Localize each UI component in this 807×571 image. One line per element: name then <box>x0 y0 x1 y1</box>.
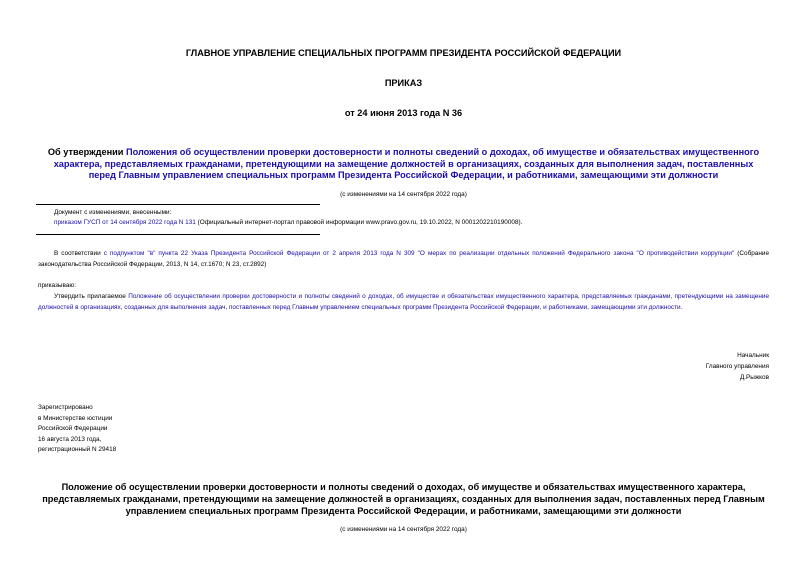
registration-line: 16 августа 2013 года, <box>38 435 102 443</box>
doc-date-number: от 24 июня 2013 года N 36 <box>344 108 463 118</box>
signature-block <box>706 350 769 383</box>
signature-position: Начальник <box>737 352 769 359</box>
doc-title-prefix: Об утверждении <box>47 147 126 157</box>
changes-source: (Официальный интернет-портал правовой информации www.pravo.gov.ru, 19.10.2022, N 0001202210190008). <box>195 219 523 226</box>
divider-bottom <box>36 234 320 235</box>
registration-line: Зарегистрировано <box>38 404 93 411</box>
divider-top <box>36 204 320 205</box>
approve-paragraph <box>38 291 769 313</box>
basis-prefix: В соответствии <box>54 250 104 257</box>
organization-heading: ГЛАВНОЕ УПРАВЛЕНИЕ СПЕЦИАЛЬНЫХ ПРОГРАММ ПРЕЗИДЕНТА РОССИЙСКОЙ ФЕДЕРАЦИИ <box>185 48 622 58</box>
doc-title <box>40 147 767 182</box>
basis-suffix: (Собрание законодательства Российской Федерации, 2013, N 14, ст.1670; N 23, ст.2892) <box>38 250 770 268</box>
registration-block <box>38 403 116 456</box>
changes-order-link[interactable]: приказом ГУСП от 14 сентября 2022 года N 131 <box>54 219 196 226</box>
doc-title-link[interactable]: Положения об осуществлении проверки достоверности и полноты сведений о доходах, об имуществе и обязательствах имущественного характера, представляемых гражданами, претендующими на замещение должностей в организациях, созданных для выполнения задач, поставленных перед Главным управлением специальных программ Президента Российской Федерации, и работниками, замещающими эти должности <box>53 147 760 180</box>
regulation-link[interactable]: Положение об осуществлении проверки достоверности и полноты сведений о доходах, об имуществе и обязательствах имущественного характера, представляемых гражданами, претендующими на замещение должностей в организациях, созданных для выполнения задач, поставленных перед Главным управлением специальных программ Президента Российской Федерации, и работниками, замещающими эти должности. <box>38 293 770 311</box>
doc-type-heading: ПРИКАЗ <box>384 78 423 88</box>
changes-line <box>54 217 522 228</box>
approve-prefix: Утвердить прилагаемое <box>54 293 129 300</box>
signature-department: Главного управления <box>705 363 769 370</box>
registration-line: Российской Федерации <box>38 425 108 432</box>
regulation-title: Положение об осуществлении проверки достоверности и полноты сведений о доходах, об имуществе и обязательствах имущественного характера, представляемых гражданами, претендующими на замещение должностей в организациях, созданных для выполнения задач, поставленных перед Главным управлением специальных программ Президента Российской Федерации, и работниками, замещающими эти должности <box>42 482 765 516</box>
signature-name: Д.Рыжков <box>739 374 769 381</box>
registration-line: в Министерстве юстиции <box>38 414 113 422</box>
decree-word: приказываю: <box>38 282 76 289</box>
edition-note: (с изменениями на 14 сентября 2022 года) <box>340 191 467 198</box>
basis-paragraph <box>38 248 769 270</box>
decree-reference-link[interactable]: с подпунктом "в" пункта 22 Указа Президента Российской Федерации от 2 апреля 2013 года N 309 "О мерах по реализации отдельных положений Федерального закона "О противодействии коррупции" <box>103 250 735 257</box>
edition-note-2: (с изменениями на 14 сентября 2022 года) <box>340 526 467 533</box>
changes-label: Документ с изменениями, внесенными: <box>54 209 172 216</box>
registration-line: регистрационный N 29418 <box>38 446 117 453</box>
